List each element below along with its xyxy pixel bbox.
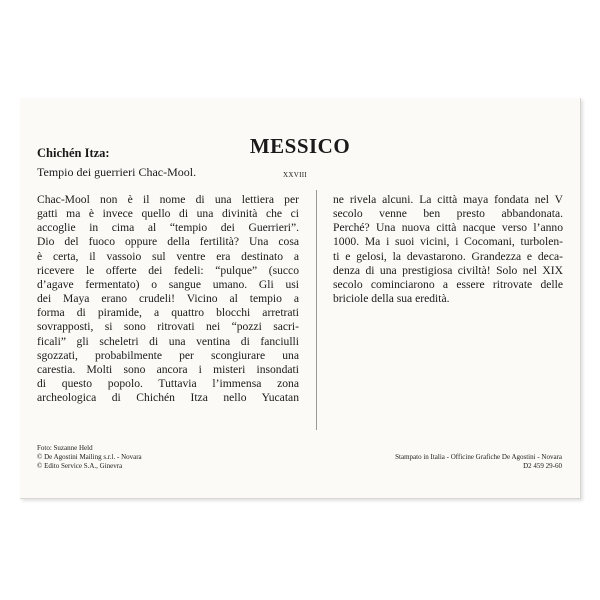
place-name: Chichén Itza: (37, 146, 110, 160)
text-line: accoglie in cima al “tempio dei Guerrieri”. (37, 221, 299, 235)
text-line: Chac-Mool non è il nome di una lettiera per (37, 193, 299, 206)
text-line: forma di piramide, a quattro blocchi arretrati (37, 306, 299, 320)
text-line: Perché? Una nuova città nacque verso l’anno (333, 221, 563, 235)
photo-credits (37, 444, 142, 472)
series-number: XXVIII (283, 171, 307, 179)
text-line: gatti ma è invece quello di una divinità che ci (37, 207, 299, 221)
country-title: MESSICO (249, 134, 351, 158)
text-line: ti e gelosi, la devastarono. Grandezza e deca- (333, 249, 563, 263)
text-line: carestia. Molti sono ancora i misteri insondati (37, 362, 299, 376)
text-line: ficali” gli scheletri di una ventina di fanciulli (37, 334, 299, 348)
text-line: denza di una prestigiosa civiltà! Solo nel XIX (333, 263, 563, 277)
text-line: briciole della sua eredità. (333, 292, 450, 306)
credit-line: Foto: Suzanne Held (37, 444, 93, 452)
product-code: D2 459 29-60 (523, 462, 562, 471)
credit-line: © Edito Service S.A., Ginevra (37, 462, 123, 471)
subject-caption: Tempio dei guerrieri Chac-Mool. (37, 165, 197, 179)
printer-line: Stampato in Italia - Officine Grafiche De Agostini - Novara (395, 453, 562, 461)
text-line: secolo venne ben presto abbandonata. (333, 207, 563, 221)
postcard-back (20, 98, 581, 499)
column-divider (316, 190, 317, 430)
credit-line: © De Agostini Mailing s.r.l. - Novara (37, 453, 142, 462)
text-line: ne rivela alcuni. La città maya fondata nel V (333, 193, 563, 206)
text-line: di questo popolo. Tuttavia l’immensa zona (37, 377, 299, 391)
text-line: dei Maya erano crudeli! Vicino al tempio a (37, 292, 299, 306)
text-line: è certa, il vassoio sul ventre era destinato a (37, 249, 299, 263)
text-line: sgozzati, probabilmente per scongiurare una (37, 348, 299, 362)
text-line: archeologica di Chichén Itza nello Yucatan (37, 391, 299, 405)
text-line: secolo cominciarono a essere ritrovate delle (333, 277, 563, 291)
text-line: Dio del fuoco oppure della fertilità? Una cosa (37, 235, 299, 249)
text-line: 1000. Ma i suoi vicini, i Cocomani, turbolen- (333, 235, 563, 249)
printer-info (395, 453, 562, 471)
text-line: d’agave fermentato) o sangue umano. Gli usi (37, 277, 299, 291)
text-line: ricevere le offerte dei fedeli: “pulque” (succo (37, 263, 299, 277)
text-column-right (333, 193, 563, 306)
text-column-left (37, 193, 299, 405)
text-line: sovrapposti, si sono ritrovati nei “pozzi sacri- (37, 320, 299, 334)
